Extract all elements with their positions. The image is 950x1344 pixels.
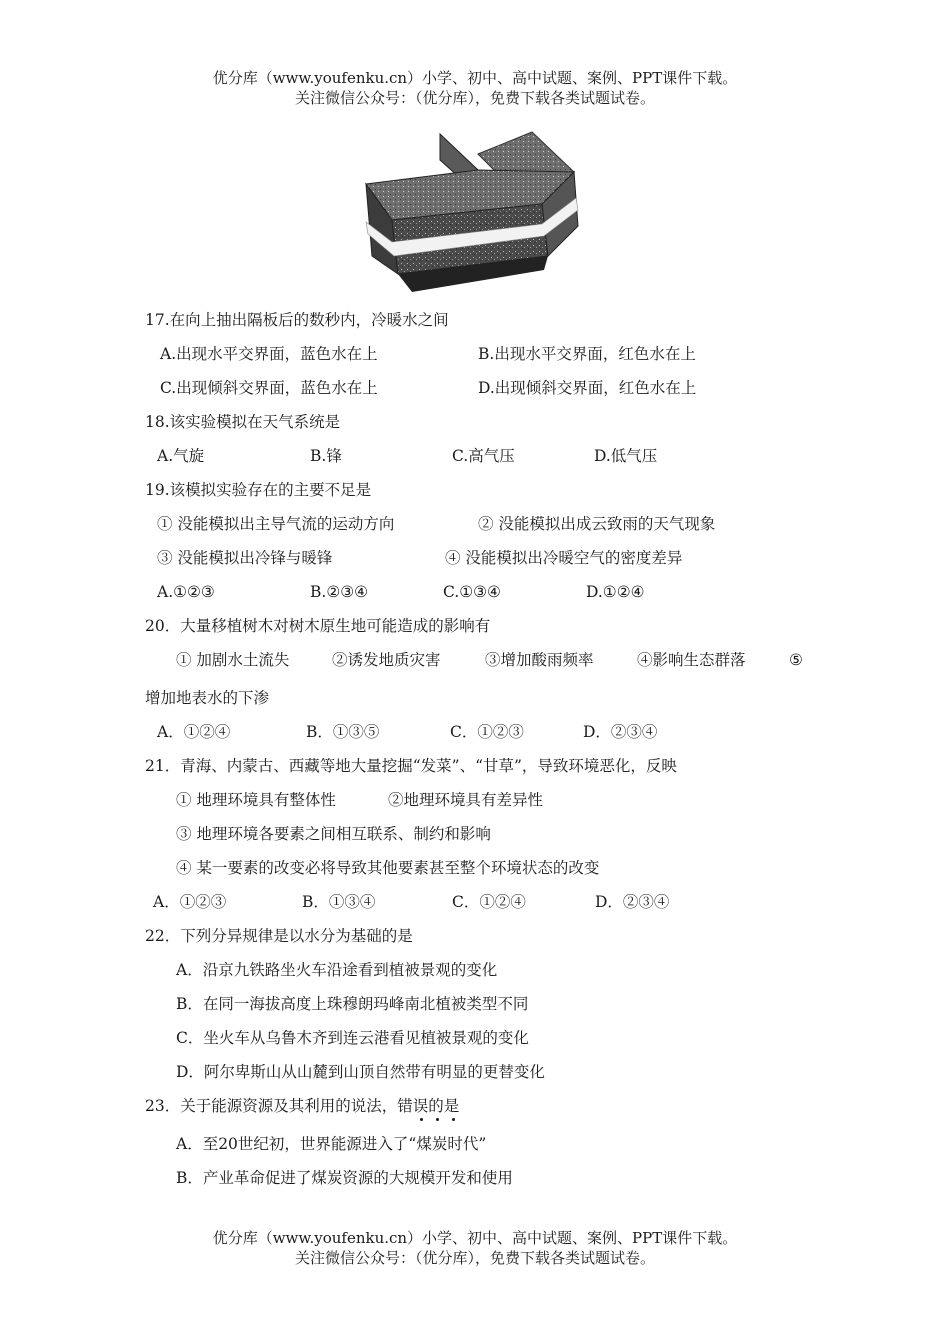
q20-option-b: B．①③⑤	[306, 723, 380, 741]
emphasis-dot	[452, 1118, 455, 1121]
q18-option-b: B.锋	[310, 447, 342, 465]
q20-statement-5-marker: ⑤	[789, 651, 803, 669]
q18-option-a: A.气旋	[157, 447, 205, 465]
q17-stem: 17.在向上抽出隔板后的数秒内，冷暖水之间	[145, 311, 449, 329]
q20-option-d: D．②③④	[583, 723, 658, 741]
footer-line-2: 关注微信公众号：（优分库），免费下载各类试题试卷。	[294, 1249, 655, 1267]
header-line-1: 优分库（www.youfenku.cn）小学、初中、高中试题、案例、PPT课件下载。	[212, 69, 738, 87]
q17-option-c: C.出现倾斜交界面，蓝色水在上	[160, 379, 378, 397]
q18-stem: 18.该实验模拟在天气系统是	[145, 413, 341, 431]
emphasis-dot	[420, 1118, 423, 1121]
q20-statement-1: ① 加剧水土流失	[176, 651, 290, 669]
q21-option-c: C．①②④	[452, 893, 526, 911]
q19-option-d: D.①②④	[586, 583, 645, 601]
q21-statement-4: ④ 某一要素的改变必将导致其他要素甚至整个环境状态的改变	[176, 859, 600, 877]
q22-option-a: A．沿京九铁路坐火车沿途看到植被景观的变化	[176, 961, 498, 979]
q20-option-a: A．①②④	[157, 723, 231, 741]
footer-line-1: 优分库（www.youfenku.cn）小学、初中、高中试题、案例、PPT课件下载。	[212, 1229, 738, 1247]
q23-option-a: A．至20世纪初，世界能源进入了“煤炭时代”	[176, 1135, 487, 1153]
emphasis-dot	[436, 1118, 439, 1121]
q19-statement-4: ④ 没能模拟出冷暖空气的密度差异	[445, 549, 683, 567]
q21-stem: 21．青海、内蒙古、西藏等地大量挖掘“发菜”、“甘草”，导致环境恶化，反映	[145, 757, 677, 775]
q22-option-d: D．阿尔卑斯山从山麓到山顶自然带有明显的更替变化	[176, 1063, 545, 1081]
q18-option-c: C.高气压	[452, 447, 515, 465]
q23-stem: 23．关于能源资源及其利用的说法，错误的是	[145, 1097, 460, 1115]
q22-stem: 22．下列分异规律是以水分为基础的是	[145, 927, 413, 945]
q19-option-b: B.②③④	[310, 583, 369, 601]
q20-statement-5-text: 增加地表水的下渗	[145, 689, 270, 707]
q21-statement-3: ③ 地理环境各要素之间相互联系、制约和影响	[176, 825, 491, 843]
q17-option-b: B.出现水平交界面，红色水在上	[478, 345, 696, 363]
q21-option-a: A．①②③	[153, 893, 227, 911]
q19-statement-3: ③ 没能模拟出冷锋与暖锋	[157, 549, 333, 567]
q22-option-c: C．坐火车从乌鲁木齐到连云港看见植被景观的变化	[176, 1029, 529, 1047]
header-line-2: 关注微信公众号：（优分库），免费下载各类试题试卷。	[294, 89, 655, 107]
q21-option-d: D．②③④	[595, 893, 670, 911]
q19-option-a: A.①②③	[157, 583, 215, 601]
q20-option-c: C．①②③	[450, 723, 524, 741]
q17-option-a: A.出现水平交界面，蓝色水在上	[160, 345, 378, 363]
q19-statement-1: ① 没能模拟出主导气流的运动方向	[157, 515, 395, 533]
q19-statement-2: ② 没能模拟出成云致雨的天气现象	[478, 515, 716, 533]
q23-option-b: B．产业革命促进了煤炭资源的大规模开发和使用	[176, 1169, 513, 1187]
q21-statement-2: ②地理环境具有差异性	[388, 791, 544, 809]
q20-statement-4: ④影响生态群落	[637, 651, 746, 669]
water-tank-experiment-image	[352, 124, 592, 296]
q21-option-b: B．①③④	[302, 893, 376, 911]
q20-statement-3: ③增加酸雨频率	[485, 651, 594, 669]
q21-statement-1: ① 地理环境具有整体性	[176, 791, 336, 809]
q20-stem: 20．大量移植树木对树木原生地可能造成的影响有	[145, 617, 491, 635]
q19-stem: 19.该模拟实验存在的主要不足是	[145, 481, 372, 499]
q22-option-b: B．在同一海拔高度上珠穆朗玛峰南北植被类型不同	[176, 995, 529, 1013]
q19-option-c: C.①③④	[443, 583, 501, 601]
q17-option-d: D.出现倾斜交界面，红色水在上	[478, 379, 697, 397]
q18-option-d: D.低气压	[594, 447, 658, 465]
q20-statement-2: ②诱发地质灾害	[332, 651, 441, 669]
